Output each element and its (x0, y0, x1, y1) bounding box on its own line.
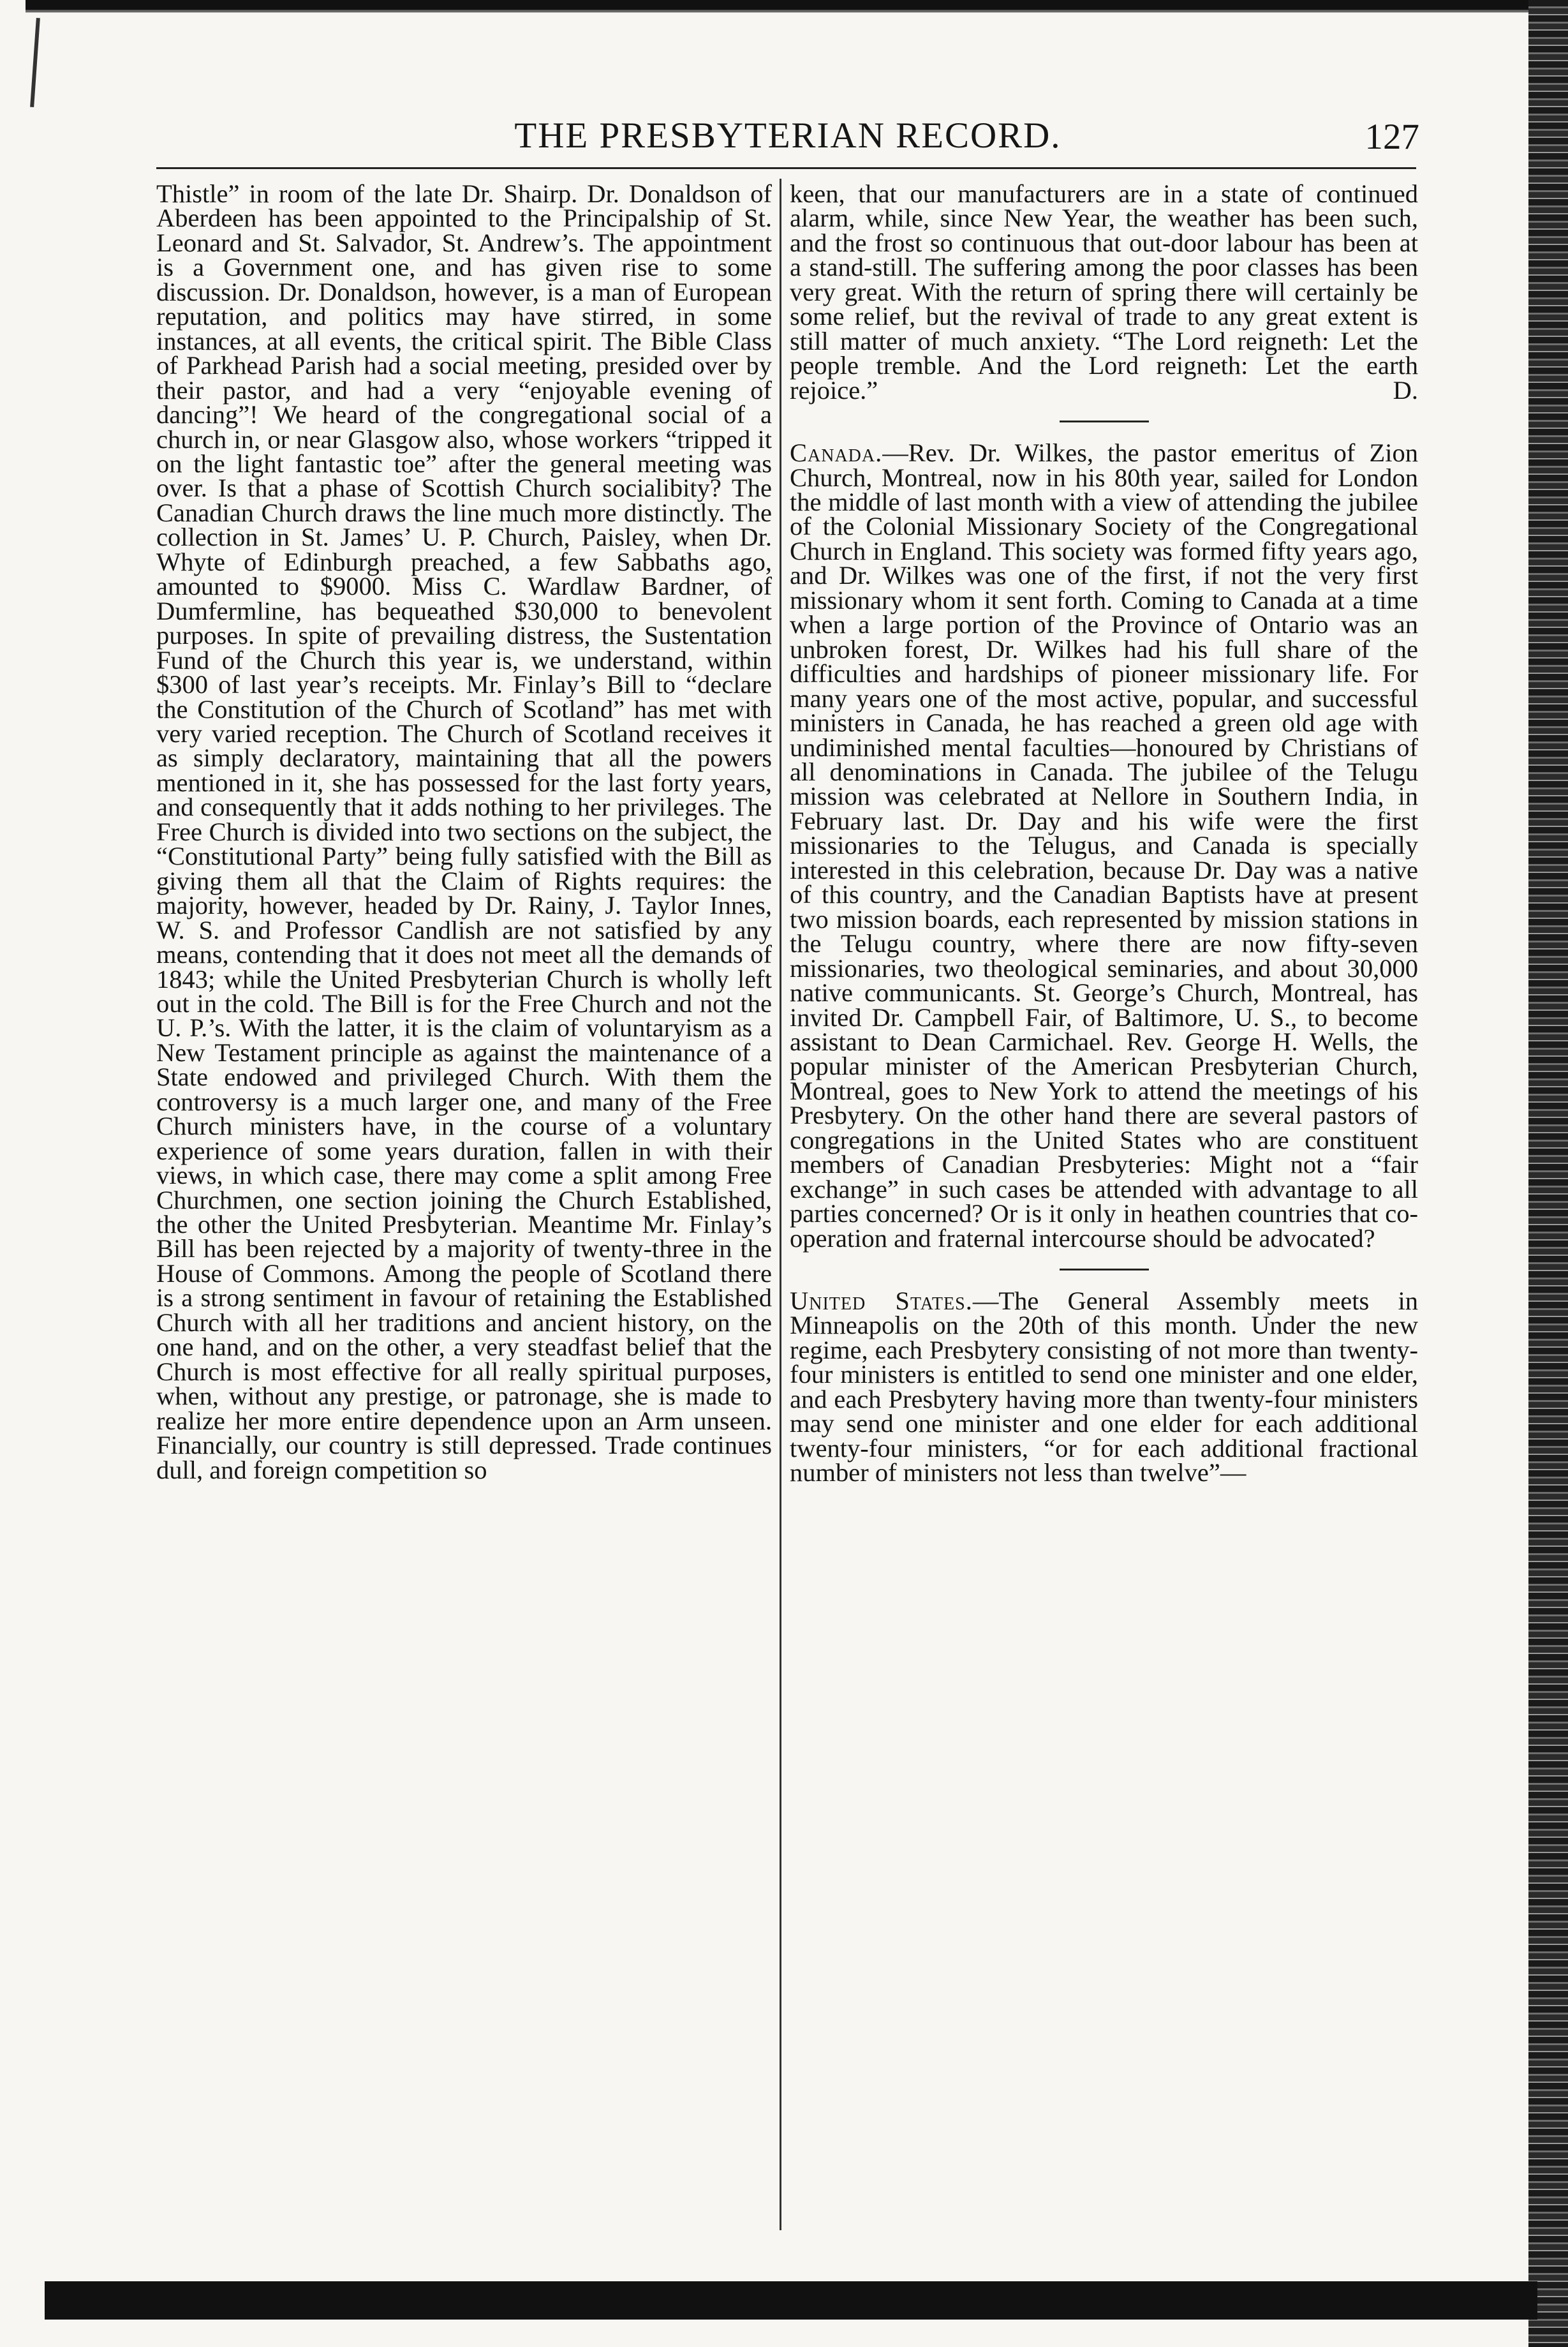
canada-section (790, 438, 1418, 1253)
left-column-text: Thistle” in room of the late Dr. Shairp. Dr. Donaldson of Aberdeen has been appointed to the Principalship of St. Leonard and St. Salvador, St. Andrew’s. The appointment is a Government one, and has given rise to some discussion. Dr. Donaldson, however, is a man of European reputation, and politics may have stirred, in some instances, at all events, the critical spirit. The Bible Class of Parkhead Parish had a social meeting, presided over by their pastor, and had a very “enjoyable evening of dancing”! We heard of the congregational social of a church in, or near Glasgow also, whose workers “tripped it on the light fantastic toe” after the general meeting was over. Is that a phase of Scottish Church socialibity? The Canadian Church draws the line much more distinctly. The collection in St. James’ U. P. Church, Paisley, when Dr. Whyte of Edinburgh preached, a few Sabbaths ago, amounted to $9000. Miss C. Wardlaw Bardner, of Dumfermline, has bequeathed $30,000 to benevolent purposes. In spite of prevailing distress, the Sustentation Fund of the Church this year is, we understand, within $300 of last year’s receipts. Mr. Finlay’s Bill to “declare the Constitution of the Church of Scotland” has met with very varied reception. The Church of Scotland receives it as simply declaratory, maintaining that all the powers mentioned in it, she has possessed for the last forty years, and consequently that it adds nothing to her privileges. The Free Church is divided into two sections on the subject, the “Constitutional Party” being fully satisfied with the Bill as giving them all that the Claim of Rights requires: the majority, however, headed by Dr. Rainy, J. Taylor Innes, W. S. and Professor Candlish are not satisfied by any means, contending that it does not meet all the demands of 1843; while the United Presbyterian Church is wholly left out in the cold. The Bill is for the Free Church and not the U. P.’s. With the latter, it is the claim of voluntaryism as a New Testament principle as against the maintenance of a State endowed and privileged Church. With them the controversy is a much larger one, and many of the Free Church ministers have, in the course of a voluntary experience of some years duration, fallen in with their views, in which case, there may come a split among Free Churchmen, one section joining the Church Established, the other the United Presbyterian. Meantime Mr. Finlay’s Bill has been rejected by a majority of twenty-three in the House of Commons. Among the people of Scotland there is a strong sentiment in favour of retaining the Established Church with all her traditions and ancient history, on the one hand, and on the other, a very steadfast belief that the Church is most effective for all really spiritual purposes, when, without any prestige, or patronage, she is made to realize her more entire dependence upon an Arm unseen. Financially, our country is still depressed. Trade continues dull, and foreign competition so (156, 179, 772, 1484)
page-title: THE PRESBYTERIAN RECORD. (514, 115, 1061, 156)
scotland-continuation (790, 179, 1418, 405)
running-head (156, 108, 1419, 160)
united-states-section (790, 1286, 1418, 1487)
top-edge-rule (26, 0, 1541, 18)
binding-spine (1528, 0, 1568, 2347)
signature: D. (1393, 375, 1418, 405)
page-number: 127 (1365, 117, 1419, 157)
left-column (156, 179, 772, 1484)
canada-text: —Rev. Dr. Wilkes, the pastor emeritus of Zion Church, Montreal, now in his 80th year, sailed for London the middle of last month with a view of attending the jubilee of the Colonial Missionary Society of the Congregational Church in England. This society was formed fifty years ago, and Dr. Wilkes was one of the first, if not the very first missionary whom it sent forth. Coming to Canada at a time when a large portion of the Province of Ontario was an unbroken forest, Dr. Wilkes had his full share of the difficulties and hardships of pioneer missionary life. For many years one of the most active, popular, and successful ministers in Canada, he has reached a green old age with undiminished mental faculties—honoured by Christians of all denominations in Canada. The jubilee of the Telugu mission was celebrated at Nellore in Southern India, in February last. Dr. Day and his wife were the first missionaries to the Telugus, and Canada is specially interested in this celebration, because Dr. Day was a native of this country, and the Canadian Baptists have at present two mission boards, each represented by mission stations in the Telugu country, where there are now fifty-seven missionaries, two theological seminaries, and about 30,000 native communicants. St. George’s Church, Montreal, has invited Dr. Campbell Fair, of Baltimore, U. S., to become assistant to Dean Carmichael. Rev. George H. Wells, the popular minister of the American Presbyterian Church, Montreal, goes to New York to attend the meetings of his Presbytery. On the other hand there are several pastors of congregations in the United States who are constituent members of Canadian Presbyteries: Might not a “fair exchange” in such cases be attended with advantage to all parties concerned? Or is it only in heathen countries that co-operation and fraternal intercourse should be advocated? (790, 438, 1418, 1253)
united-states-heading: United States. (790, 1286, 973, 1316)
united-states-text: —The General Assembly meets in Minneapolis on the 20th of this month. Under the new regime, each Presbytery consisting of not more than twenty-four ministers is entitled to send one minister and one elder, and each Presbytery having more than twenty-four ministers may send one minister and one elder for each additional twenty-four ministers, “or for each additional fractional number of ministers not less than twelve”— (790, 1286, 1418, 1487)
canada-heading: Canada. (790, 438, 883, 468)
scotland-continuation-text: keen, that our manufacturers are in a state of continued alarm, while, since New Year, the weather has been such, and the frost so continuous that out-door labour has been at a stand-still. The suffering among the poor classes has been very great. With the return of spring there will certainly be some relief, but the revival of trade to any great extent is still matter of much anxiety. “The Lord reigneth: Let the people tremble. And the Lord reigneth: Let the earth rejoice.” (790, 179, 1418, 405)
top-edge-mark (30, 18, 40, 107)
bottom-edge-rule (45, 2281, 1537, 2320)
section-rule (1060, 421, 1149, 422)
right-column (790, 179, 1418, 1487)
column-divider (780, 179, 781, 2230)
section-rule (1060, 1269, 1149, 1270)
header-rule (156, 167, 1416, 169)
